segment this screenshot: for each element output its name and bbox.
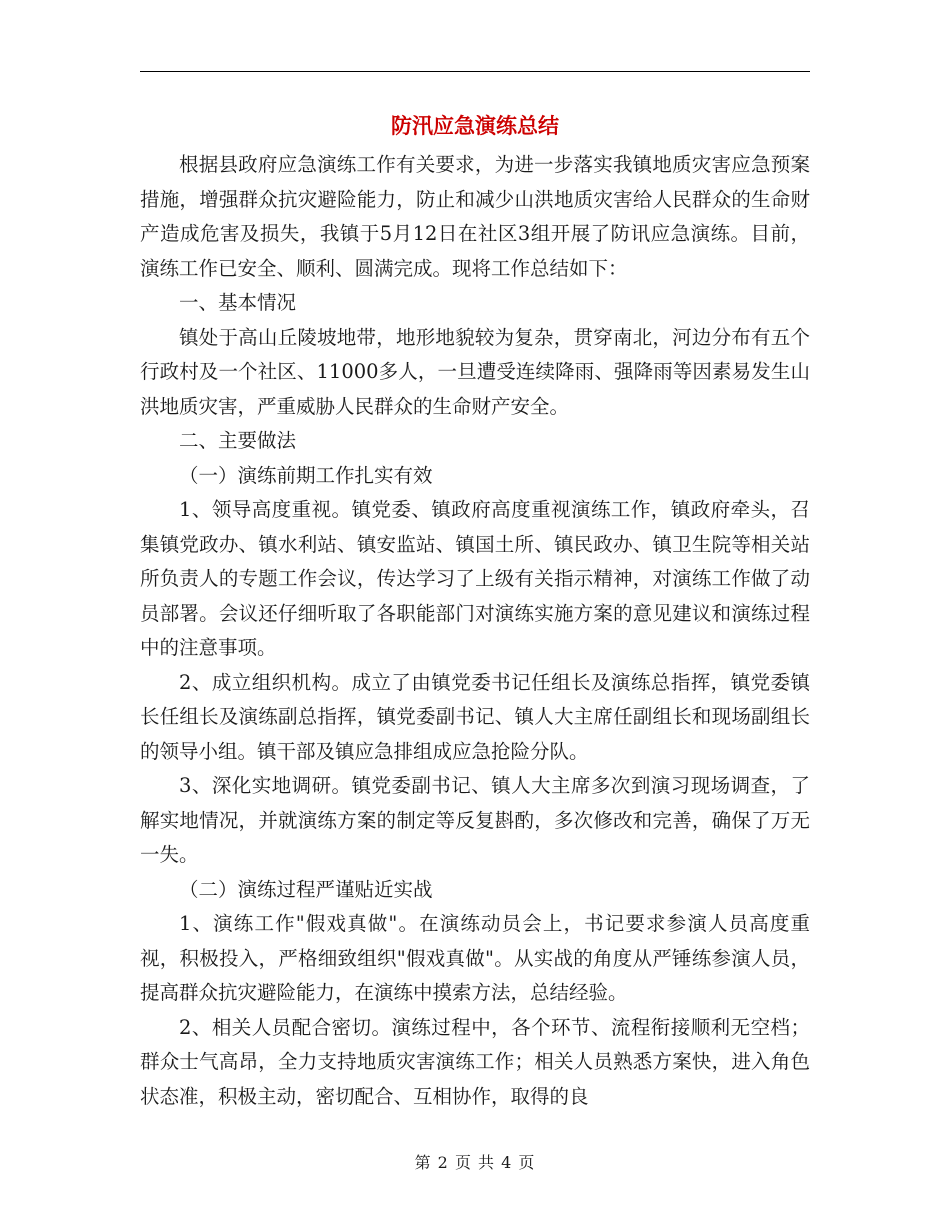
paragraph-intro: 根据县政府应急演练工作有关要求，为进一步落实我镇地质灾害应急预案措施，增强群众抗灾避险能力，防止和减少山洪地质灾害给人民群众的生命财产造成危害及损失，我镇于5月12日在社区3组开展了防讯应急演练。目前，演练工作已安全、顺利、圆满完成。现将工作总结如下： <box>140 153 810 280</box>
heading-main-practices: 二、主要做法 <box>179 429 297 452</box>
document-title: 防汛应急演练总结 <box>391 113 559 138</box>
paragraph-leadership: 1、领导高度重视。镇党委、镇政府高度重视演练工作，镇政府牵头，召集镇党政办、镇水利站、镇安监站、镇国土所、镇民政办、镇卫生院等相关站所负责人的专题工作会议，传达学习了上级有关指示精神，对演练工作做了动员部署。会议还仔细听取了各职能部门对演练实施方案的意见建议和演练过程中的注意事项。 <box>140 498 810 659</box>
paragraph-basic-situation: 镇处于高山丘陵坡地带，地形地貌较为复杂，贯穿南北，河边分布有五个行政村及一个社区、11000多人，一旦遭受连续降雨、强降雨等因素易发生山洪地质灾害，严重威胁人民群众的生命财产安全。 <box>140 325 810 418</box>
paragraph-field-research: 3、深化实地调研。镇党委副书记、镇人大主席多次到演习现场调查，了解实地情况，并就演练方案的制定等反复斟酌，多次修改和完善，确保了万无一失。 <box>140 774 810 866</box>
heading-basic-situation: 一、基本情况 <box>179 291 297 314</box>
header-rule <box>140 71 810 72</box>
page-number: 第 2 页 共 4 页 <box>414 1153 536 1172</box>
document-body <box>140 148 810 1114</box>
paragraph-organization: 2、成立组织机构。成立了由镇党委书记任组长及演练总指挥，镇党委镇长任组长及演练副总指挥，镇党委副书记、镇人大主席任副组长和现场副组长的领导小组。镇干部及镇应急排组成应急抢险分队。 <box>140 670 810 763</box>
paragraph-drill-realism: 1、演练工作"假戏真做"。在演练动员会上，书记要求参演人员高度重视，积极投入，严格细致组织"假戏真做"。从实战的角度从严锤练参演人员，提高群众抗灾避险能力，在演练中摸索方法，总结经验。 <box>140 912 810 1004</box>
subheading-preparation: （一）演练前期工作扎实有效 <box>179 463 433 487</box>
subheading-drill-process: （二）演练过程严谨贴近实战 <box>179 877 433 901</box>
paragraph-cooperation: 2、相关人员配合密切。演练过程中，各个环节、流程衔接顺利无空档；群众士气高昂，全力支持地质灾害演练工作；相关人员熟悉方案快，进入角色状态准，积极主动，密切配合、互相协作，取得的良 <box>140 1015 810 1108</box>
